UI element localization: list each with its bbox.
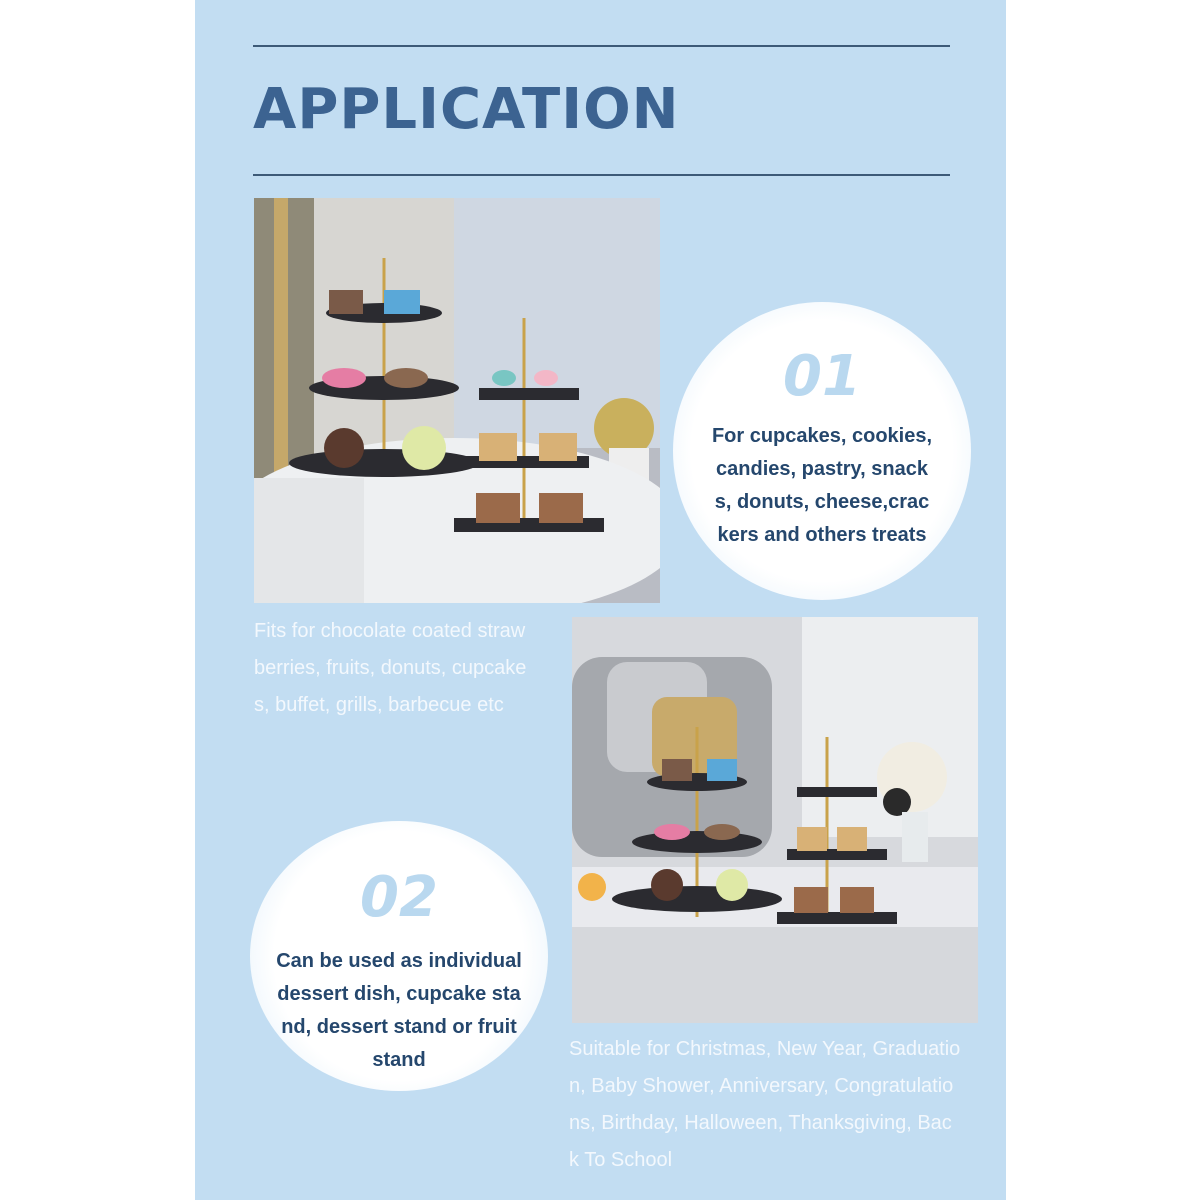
feature-01-number: 01 (783, 344, 861, 409)
top-divider (253, 45, 950, 47)
note-line: s, buffet, grills, barbecue etc (254, 694, 504, 716)
feature-02-text (260, 945, 538, 1077)
feature-01-circle (673, 302, 971, 600)
feature-02-line: stand (372, 1049, 426, 1071)
tiered-stands-on-white-table-photo (254, 198, 660, 603)
note-line: berries, fruits, donuts, cupcake (254, 657, 527, 679)
note-line: k To School (569, 1149, 673, 1171)
feature-02-number: 02 (360, 865, 438, 930)
note-line: ns, Birthday, Halloween, Thanksgiving, Bac (569, 1112, 952, 1134)
feature-01-text (693, 420, 951, 552)
usage-note-1 (254, 613, 526, 724)
feature-01-line: For cupcakes, cookies, (711, 425, 933, 447)
feature-01-line: candies, pastry, snack (716, 458, 928, 480)
title-divider (253, 174, 950, 176)
note-line: n, Baby Shower, Anniversary, Congratulatio (569, 1075, 954, 1097)
feature-02-line: Can be used as individual (276, 950, 522, 972)
note-line: Suitable for Christmas, New Year, Graduatio (569, 1038, 961, 1060)
tiered-stands-with-sofa-and-flowers-photo (572, 617, 978, 1023)
feature-02-circle (250, 821, 548, 1091)
usage-note-2 (569, 1031, 960, 1179)
feature-02-line: dessert dish, cupcake sta (277, 983, 521, 1005)
feature-02-line: nd, dessert stand or fruit (281, 1016, 517, 1038)
feature-01-line: kers and others treats (717, 524, 927, 546)
note-line: Fits for chocolate coated straw (254, 620, 526, 642)
page-title: APPLICATION (253, 77, 680, 142)
feature-01-line: s, donuts, cheese,crac (714, 491, 930, 513)
